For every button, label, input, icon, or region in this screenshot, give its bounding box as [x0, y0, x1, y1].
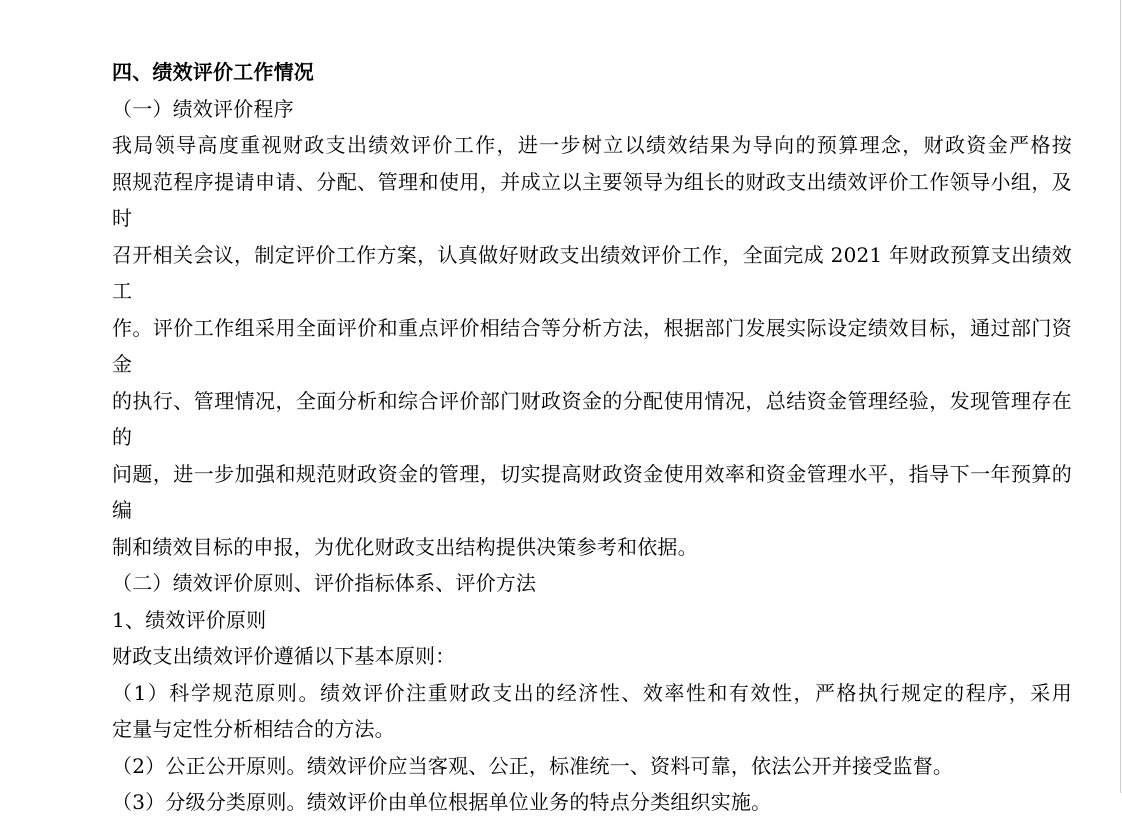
principle-scientific: [112, 675, 1072, 748]
paragraph-procedure: [112, 127, 1072, 565]
subsection-heading-principles: （二）绩效评价原则、评价指标体系、评价方法: [112, 571, 537, 595]
item-heading-principles: 1、绩效评价原则: [112, 607, 267, 632]
paragraph-line: 制和绩效目标的申报，为优化财政支出结构提供决策参考和依据。: [112, 534, 698, 559]
subsection-heading-procedure: （一）绩效评价程序: [112, 96, 294, 121]
principle-classification: （3）分级分类原则。绩效评价由单位根据单位业务的特点分类组织实施。: [112, 790, 772, 814]
section-heading: 四、绩效评价工作情况: [112, 60, 314, 84]
paragraph-line: 我局领导高度重视财政支出绩效评价工作，进一步树立以绩效结果为导向的预算理念，财政资金严格按: [112, 133, 1072, 157]
paragraph-line: 问题，进一步加强和规范财政资金的管理，切实提高财政资金使用效率和资金管理水平，指导下一年预算的编: [112, 461, 1072, 522]
principle-fairness: （2）公正公开原则。绩效评价应当客观、公正，标准统一、资料可靠，依法公开并接受监督。: [112, 753, 954, 778]
paragraph-line: 照规范程序提请申请、分配、管理和使用，并成立以主要领导为组长的财政支出绩效评价工作领导小组，及时: [112, 169, 1072, 230]
paragraph-line: 定量与定性分析相结合的方法。: [112, 717, 395, 741]
principles-intro: 财政支出绩效评价遵循以下基本原则：: [112, 644, 456, 668]
paragraph-line: 作。评价工作组采用全面评价和重点评价相结合等分析方法，根据部门发展实际设定绩效目标，通过部门资金: [112, 315, 1072, 376]
paragraph-line: 的执行、管理情况，全面分析和综合评价部门财政资金的分配使用情况，总结资金管理经验，发现管理存在的: [112, 388, 1072, 449]
paragraph-line: （1）科学规范原则。绩效评价注重财政支出的经济性、效率性和有效性，严格执行规定的程序，采用: [112, 680, 1072, 705]
document-body: [112, 54, 1072, 821]
paragraph-line: 召开相关会议，制定评价工作方案，认真做好财政支出绩效评价工作，全面完成 2021 年财政预算支出绩效工: [112, 242, 1072, 303]
